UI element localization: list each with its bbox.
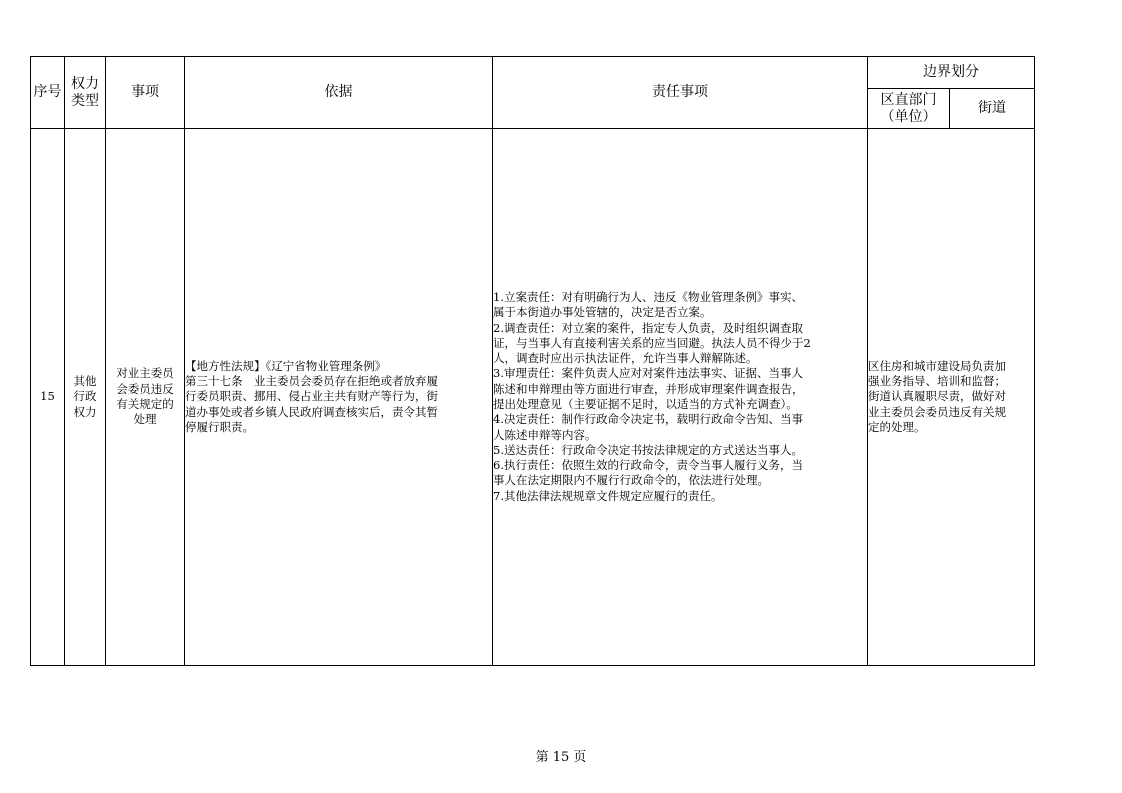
responsibility-line: 6.执行责任：依照生效的行政命令，责令当事人履行义务，当 [493, 458, 803, 473]
responsibility-line: 陈述和申辩理由等方面进行审查，并形成审理案件调查报告， [493, 381, 804, 396]
cell-seq: 15 [31, 129, 65, 666]
responsibility-line: 2.调查责任：对立案的案件，指定专人负责，及时组织调查取 [493, 320, 803, 335]
item-line: 会委员违反 [116, 381, 174, 396]
item-line: 对业主委员 [116, 366, 174, 381]
basis-line: 行委员职责、挪用、侵占业主共有财产等行为，街 [185, 389, 438, 404]
boundary-line: 强业务指导、培训和监督； [868, 374, 1006, 389]
power-type-line: 其他 [73, 374, 97, 389]
responsibility-line: 证，与当事人有直接利害关系的应当回避。执法人员不得少于2 [493, 335, 811, 350]
page-number: 第 15 页 [535, 750, 587, 765]
responsibility-line: 1.立案责任：对有明确行为人、违反《物业管理条例》事实、 [493, 289, 803, 304]
cell-power-type [65, 129, 106, 666]
header-district-dept-line2: （单位） [880, 108, 937, 125]
basis-line: 【地方性法规】《辽宁省物业管理条例》 [185, 358, 387, 373]
table-row [31, 129, 1035, 666]
header-street: 街道 [950, 89, 1035, 129]
responsibility-table [30, 56, 1035, 666]
boundary-line: 区住房和城市建设局负责加 [868, 358, 1006, 373]
cell-responsibility [493, 129, 868, 666]
basis-line: 道办事处或者乡镇人民政府调查核实后，责令其暂 [185, 404, 438, 419]
header-district-dept [868, 89, 950, 129]
header-power-type-line1: 权力 [71, 75, 99, 92]
responsibility-line: 人陈述申辩等内容。 [493, 427, 597, 442]
header-power-type-line2: 类型 [71, 92, 99, 109]
cell-item [106, 129, 185, 666]
responsibility-line: 人，调查时应出示执法证件，允许当事人辩解陈述。 [493, 351, 758, 366]
responsibility-line: 4.决定责任：制作行政命令决定书，载明行政命令告知、当事 [493, 412, 803, 427]
item-line: 处理 [133, 412, 157, 427]
responsibility-line: 提出处理意见（主要证据不足时，以适当的方式补充调查）。 [493, 397, 798, 411]
item-line: 有关规定的 [116, 397, 174, 411]
basis-line: 第三十七条 业主委员会委员存在拒绝或者放弃履 [185, 374, 438, 389]
power-type-line: 权力 [73, 404, 97, 419]
responsibility-line: 事人在法定期限内不履行行政命令的，依法进行处理。 [493, 473, 769, 488]
header-responsibility: 责任事项 [493, 57, 868, 129]
header-district-dept-line1: 区直部门 [880, 91, 937, 108]
header-seq: 序号 [31, 57, 65, 129]
boundary-line: 定的处理。 [868, 419, 926, 434]
responsibility-line: 3.审理责任：案件负责人应对对案件违法事实、证据、当事人 [493, 366, 803, 381]
cell-boundary [868, 129, 1035, 666]
power-type-line: 行政 [73, 389, 97, 404]
responsibility-line: 7.其他法律法规规章文件规定应履行的责任。 [493, 488, 723, 503]
header-basis: 依据 [185, 57, 493, 129]
basis-line: 停履行职责。 [185, 419, 254, 434]
header-power-type [65, 57, 106, 129]
responsibility-line: 5.送达责任：行政命令决定书按法律规定的方式送达当事人。 [493, 442, 803, 457]
boundary-line: 业主委员会委员违反有关规 [868, 404, 1006, 419]
boundary-line: 街道认真履职尽责，做好对 [868, 389, 1006, 404]
header-item: 事项 [106, 57, 185, 129]
header-boundary: 边界划分 [868, 57, 1035, 89]
responsibility-line: 属于本街道办事处管辖的，决定是否立案。 [493, 305, 712, 320]
cell-basis [185, 129, 493, 666]
